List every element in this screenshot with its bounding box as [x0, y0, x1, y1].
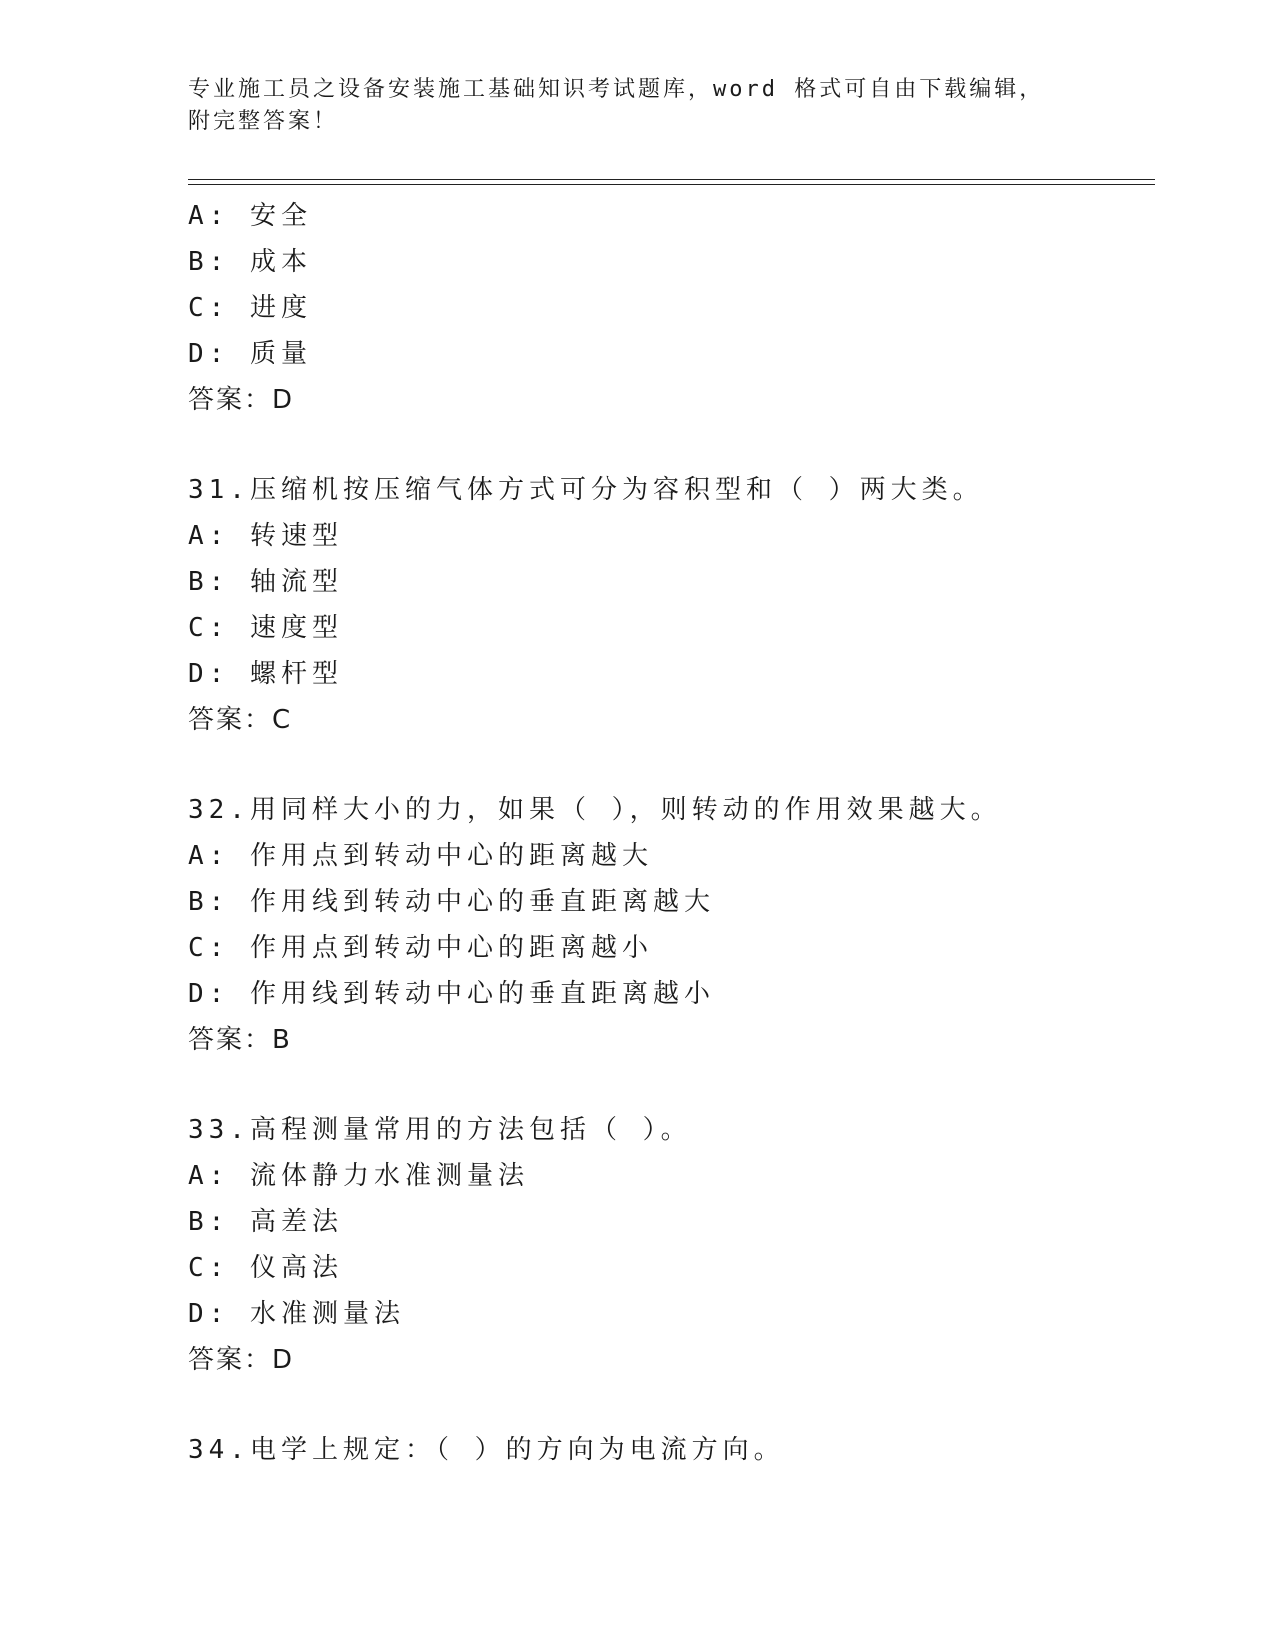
- option-b: B: 轴流型: [188, 567, 343, 597]
- answer-line: 答案：B: [188, 1025, 292, 1055]
- option-c: C: 进度: [188, 293, 312, 323]
- option-c: C: 速度型: [188, 613, 343, 643]
- question-block-31: [188, 467, 1148, 743]
- document-header: 专业施工员之设备安装施工基础知识考试题库，word 格式可自由下载编辑，附完整答案！: [188, 77, 1045, 134]
- option-d: D: 水准测量法: [188, 1299, 405, 1329]
- header-rule-bottom: [188, 184, 1155, 185]
- answer-line: 答案：C: [188, 705, 293, 735]
- option-d: D: 质量: [188, 339, 312, 369]
- question-stem: 34.电学上规定：（ ）的方向为电流方向。: [188, 1435, 785, 1465]
- question-stem: 31.压缩机按压缩气体方式可分为容积型和（ ）两大类。: [188, 475, 984, 505]
- option-d: D: 螺杆型: [188, 659, 343, 689]
- question-block-34: [188, 1427, 1148, 1473]
- option-a: A: 安全: [188, 201, 312, 231]
- question-block-33: [188, 1107, 1148, 1383]
- option-d: D: 作用线到转动中心的垂直距离越小: [188, 979, 715, 1009]
- option-b: B: 成本: [188, 247, 312, 277]
- option-a: A: 作用点到转动中心的距离越大: [188, 841, 653, 871]
- option-a: A: 转速型: [188, 521, 343, 551]
- header-rule-top: [188, 179, 1155, 180]
- answer-line: 答案：D: [188, 1345, 295, 1375]
- option-c: C: 作用点到转动中心的距离越小: [188, 933, 653, 963]
- option-b: B: 作用线到转动中心的垂直距离越大: [188, 887, 715, 917]
- question-stem: 32.用同样大小的力，如果（ ），则转动的作用效果越大。: [188, 795, 1002, 825]
- option-b: B: 高差法: [188, 1207, 343, 1237]
- question-list: [188, 193, 1148, 1473]
- option-a: A: 流体静力水准测量法: [188, 1161, 529, 1191]
- answer-line: 答案：D: [188, 385, 295, 415]
- option-c: C: 仪高法: [188, 1253, 343, 1283]
- question-stem: 33.高程测量常用的方法包括（ ）。: [188, 1115, 692, 1145]
- question-block-30: [188, 193, 1148, 423]
- question-block-32: [188, 787, 1148, 1063]
